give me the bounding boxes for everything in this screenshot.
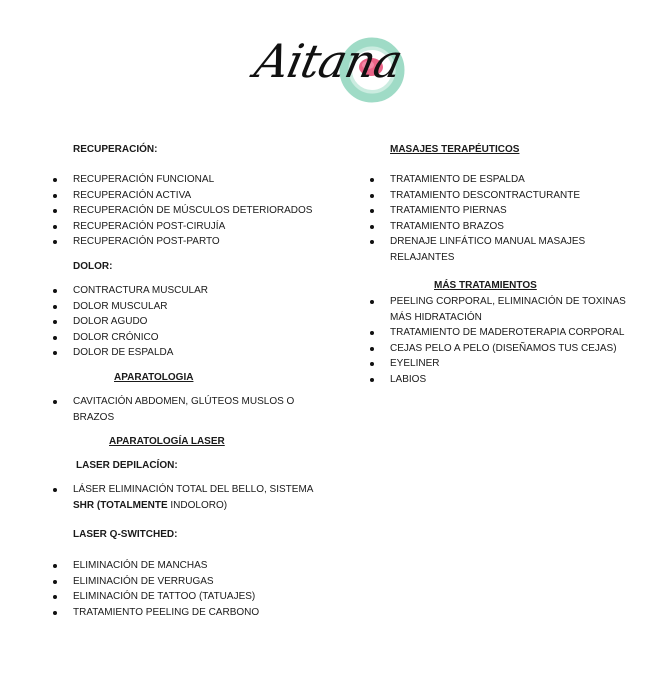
list-item: TRATAMIENTO DE ESPALDA bbox=[370, 172, 640, 188]
laser-depilacion-line2-rest: INDOLORO) bbox=[167, 499, 228, 511]
list-item: DOLOR AGUDO bbox=[53, 314, 323, 330]
list-item: TRATAMIENTO PIERNAS bbox=[370, 203, 640, 219]
list-item: TRATAMIENTO DE MADEROTERAPIA CORPORAL bbox=[370, 325, 650, 341]
masajes-list bbox=[370, 172, 640, 265]
dolor-heading: DOLOR: bbox=[73, 261, 113, 272]
list-item: CEJAS PELO A PELO (DISEÑAMOS TUS CEJAS) bbox=[370, 341, 650, 357]
aparatologia-list bbox=[53, 394, 323, 425]
brand-logo bbox=[250, 32, 410, 114]
drenaje-line1: DRENAJE LINFÁTICO MANUAL MASAJES bbox=[390, 236, 586, 247]
aparatologia-item-line2: BRAZOS bbox=[73, 411, 115, 423]
list-item: RECUPERACIÓN FUNCIONAL bbox=[53, 172, 323, 188]
list-item: CONTRACTURA MUSCULAR bbox=[53, 283, 323, 299]
list-item: DOLOR DE ESPALDA bbox=[53, 345, 323, 361]
list-item: ELIMINACIÓN DE VERRUGAS bbox=[53, 574, 323, 590]
mas-tratamientos-heading: MÁS TRATAMIENTOS bbox=[434, 280, 537, 291]
laser-qswitched-heading: LASER Q-SWITCHED: bbox=[73, 529, 178, 540]
laser-depilacion-line2-bold: SHR (TOTALMENTE bbox=[73, 499, 168, 511]
peeling-line1: PEELING CORPORAL, ELIMINACIÓN DE TOXINAS bbox=[390, 296, 626, 307]
aparatologia-laser-heading: APARATOLOGÍA LASER bbox=[109, 436, 225, 447]
aparatologia-item-line1: CAVITACIÓN ABDOMEN, GLÚTEOS MUSLOS O bbox=[73, 396, 295, 407]
recuperacion-heading: RECUPERACIÓN: bbox=[73, 144, 158, 155]
dolor-list bbox=[53, 283, 323, 361]
list-item: TRATAMIENTO DESCONTRACTURANTE bbox=[370, 188, 640, 204]
laser-depilacion-line1: LÁSER ELIMINACIÓN TOTAL DEL BELLO, SISTEMA bbox=[73, 484, 314, 495]
laser-depilacion-heading: LASER DEPILACÍON: bbox=[76, 460, 178, 471]
laser-depilacion-list bbox=[53, 482, 323, 513]
list-item: RECUPERACIÓN POST-CIRUJÍA bbox=[53, 219, 323, 235]
aparatologia-heading: APARATOLOGIA bbox=[114, 372, 194, 383]
list-item bbox=[370, 294, 650, 325]
mas-tratamientos-list bbox=[370, 294, 650, 387]
list-item: RECUPERACIÓN ACTIVA bbox=[53, 188, 323, 204]
list-item bbox=[53, 482, 323, 513]
list-item: DOLOR CRÓNICO bbox=[53, 330, 323, 346]
list-item: EYELINER bbox=[370, 356, 650, 372]
list-item: ELIMINACIÓN DE TATTOO (TATUAJES) bbox=[53, 589, 323, 605]
list-item: ELIMINACIÓN DE MANCHAS bbox=[53, 558, 323, 574]
list-item: RECUPERACIÓN POST-PARTO bbox=[53, 234, 323, 250]
masajes-heading: MASAJES TERAPÉUTICOS bbox=[390, 144, 520, 155]
list-item: DOLOR MUSCULAR bbox=[53, 299, 323, 315]
list-item bbox=[370, 234, 640, 265]
logo-wordmark: Aitana bbox=[250, 34, 407, 88]
recuperacion-list bbox=[53, 172, 323, 250]
list-item: TRATAMIENTO BRAZOS bbox=[370, 219, 640, 235]
list-item: TRATAMIENTO PEELING DE CARBONO bbox=[53, 605, 323, 621]
list-item bbox=[53, 394, 323, 425]
list-item: LABIOS bbox=[370, 372, 650, 388]
laser-qswitched-list bbox=[53, 558, 323, 620]
list-item: RECUPERACIÓN DE MÚSCULOS DETERIORADOS bbox=[53, 203, 323, 219]
drenaje-line2: RELAJANTES bbox=[390, 251, 455, 263]
peeling-line2: MÁS HIDRATACIÓN bbox=[390, 311, 482, 323]
